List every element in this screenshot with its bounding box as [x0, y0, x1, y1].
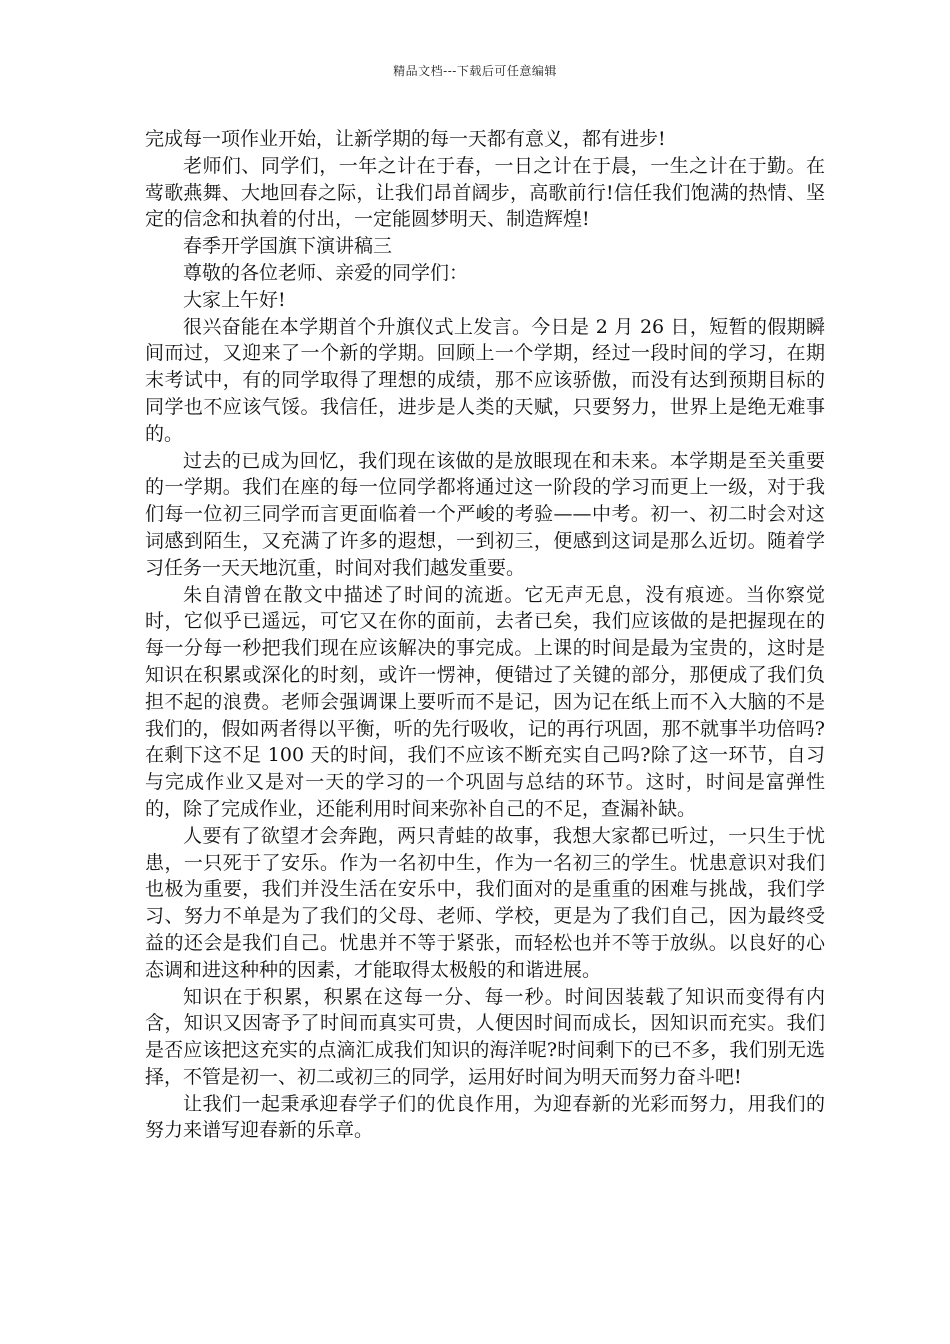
- paragraph: 过去的已成为回忆，我们现在该做的是放眼现在和未来。本学期是至关重要的一学期。我们在座的每一位同学都将通过这一阶段的学习而更上一级，对于我们每一位初三同学而言更面临着一个严峻的考验——中考。初一、初二时会对这词感到陌生，又充满了许多的遐想，一到初三，便感到这词是那么近切。随着学习任务一天天地沉重，时间对我们越发重要。: [145, 449, 825, 579]
- section-title: 春季开学国旗下演讲稿三: [183, 235, 393, 258]
- salutation: 尊敬的各位老师、亲爱的同学们：: [183, 261, 469, 284]
- paragraph: 知识在于积累，积累在这每一分、每一秒。时间因装载了知识而变得有内含，知识又因寄予了时间而真实可贵，人便因时间而成长，因知识而充实。我们是否应该把这充实的点滴汇成我们知识的海洋呢?时间剩下的已不多，我们别无选择，不管是初一、初二或初三的同学，运用好时间为明天而努力奋斗吧!: [145, 985, 825, 1088]
- paragraph: 朱自清曾在散文中描述了时间的流逝。它无声无息，没有痕迹。当你察觉时，它似乎已遥远，可它又在你的面前，去者已矣，我们应该做的是把握现在的每一分每一秒把我们现在应该解决的事完成。上课的时间是最为宝贵的，这时是知识在积累或深化的时刻，或许一愣神，便错过了关键的部分，那便成了我们负担不起的浪费。老师会强调课上要听而不是记，因为记在纸上而不入大脑的不是我们的，假如两者得以平衡，听的先行吸收，记的再行巩固，那不就事半功倍吗?在剩下这不足 100 天的时间，我们不应该不断充实自己吗?除了这一环节，自习与完成作业又是对一天的学习的一个巩固与总结的环节。这时，时间是富弹性的，除了完成作业，还能利用时间来弥补自己的不足，查漏补缺。: [145, 583, 825, 820]
- paragraph: 很兴奋能在本学期首个升旗仪式上发言。今日是 2 月 26 日，短暂的假期瞬间而过，又迎来了一个新的学期。回顾上一个学期，经过一段时间的学习，在期末考试中，有的同学取得了理想的成绩，那不应该骄傲，而没有达到预期目标的同学也不应该气馁。我信任，进步是人类的天赋，只要努力，世界上是绝无难事的。: [145, 315, 825, 445]
- paragraph: 让我们一起秉承迎春学子们的优良作用，为迎春新的光彩而努力，用我们的努力来谱写迎春新的乐章。: [145, 1092, 825, 1142]
- greeting: 大家上午好!: [183, 288, 286, 311]
- paragraph: 完成每一项作业开始，让新学期的每一天都有意义，都有进步!: [145, 128, 666, 150]
- document-body: [145, 126, 825, 1144]
- paragraph: 老师们、同学们，一年之计在于春，一日之计在于晨，一生之计在于勤。在莺歌燕舞、大地回春之际，让我们昂首阔步，高歌前行!信任我们饱满的热情、坚定的信念和执着的付出，一定能圆梦明天、制造辉煌!: [145, 154, 825, 231]
- paragraph: 人要有了欲望才会奔跑，两只青蛙的故事，我想大家都已听过，一只生于忧患，一只死于了安乐。作为一名初中生，作为一名初三的学生。忧患意识对我们也极为重要，我们并没生活在安乐中，我们面对的是重重的困难与挑战，我们学习、努力不单是为了我们的父母、老师、学校，更是为了我们自己，因为最终受益的还会是我们自己。忧患并不等于紧张，而轻松也并不等于放纵。以良好的心态调和进这种种的因素，才能取得太极般的和谐进展。: [145, 824, 825, 981]
- page-header: 精品文档---下载后可任意编辑: [393, 64, 557, 78]
